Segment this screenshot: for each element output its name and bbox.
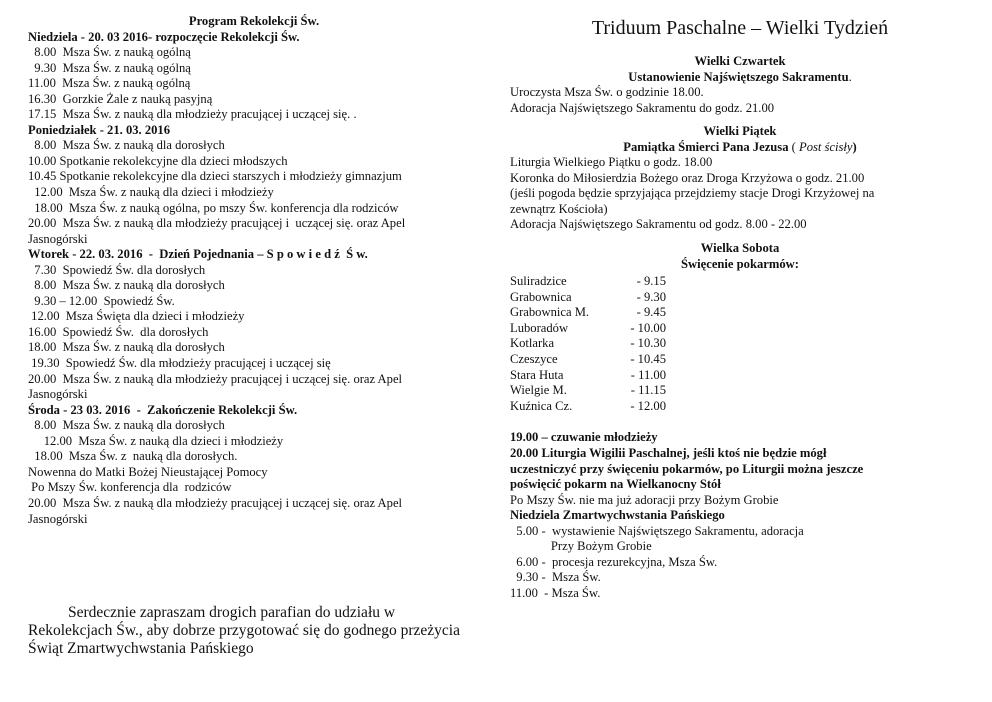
blessing-row [510, 352, 970, 368]
paren-close: ) [852, 139, 857, 154]
schedule-item: 10.00 Spotkanie rekolekcyjne dla dzieci młodszych [28, 153, 288, 168]
schedule-item: 8.00 Msza Św. z nauką dla dorosłych [28, 418, 225, 433]
section-subheading [510, 140, 970, 156]
schedule-item: 18.00 Msza Św. z nauką dla dorosłych. [28, 449, 238, 464]
village-name: Czeszyce [510, 352, 558, 367]
schedule-item: 6.00 - procesja rezurekcyjna, Msza Św. [510, 554, 718, 569]
paren-open: ( [788, 139, 799, 154]
blessing-row [510, 399, 970, 415]
blessing-time: - 10.45 [630, 352, 666, 367]
schedule-item: 8.00 Msza Św. z nauką ogólną [28, 45, 191, 60]
schedule-item: Nowenna do Matki Bożej Nieustającej Pomocy [28, 464, 268, 479]
holy-thursday [510, 54, 970, 116]
village-name: Grabownica [510, 289, 572, 304]
section-line: Uroczysta Msza Św. o godzinie 18.00. [510, 85, 704, 100]
day-header: Poniedziałek - 21. 03. 2016 [28, 122, 171, 137]
blessing-row [510, 368, 970, 384]
easter-vigil: 20.00 Liturgia Wigilii Paschalnej, jeśli ktoś nie będzie mógł uczestniczyć przy święceniu pokarmów, po Liturgii można jeszcze poświęcić pokarm na Wielkanocny Stół [510, 446, 864, 492]
triduum-column [510, 14, 970, 601]
schedule-item: Po Mszy Św. konferencja dla rodziców [28, 480, 232, 495]
day-tuesday [28, 247, 480, 402]
section-heading: Niedziela Zmartwychwstania Pańskiego [510, 508, 725, 523]
program-title: Program Rekolekcji Św. [188, 14, 320, 28]
blessing-row [510, 305, 970, 321]
schedule-item: 8.00 Msza Św. z nauką dla dorosłych [28, 278, 225, 293]
schedule-item: 7.30 Spowiedź Św. dla dorosłych [28, 262, 206, 277]
schedule-item: 19.30 Spowiedź Św. dla młodzieży pracującej i uczącej się [28, 356, 331, 371]
schedule-item: 5.00 - wystawienie Najświętszego Sakramentu, adoracja [510, 523, 804, 538]
schedule-item: 9.30 - Msza Św. [510, 570, 601, 585]
triduum-title: Triduum Paschalne – Wielki Tydzień [591, 17, 889, 39]
schedule-item: 8.00 Msza Św. z nauką dla dorosłych [28, 138, 225, 153]
subheading-text: Ustanowienie Najświętszego Sakramentu [628, 69, 849, 84]
village-name: Stara Huta [510, 367, 564, 382]
subheading-text: Pamiątka Śmierci Pana Jezusa [623, 139, 789, 154]
day-wednesday [28, 403, 480, 527]
schedule-item: Przy Bożym Grobie [510, 539, 652, 554]
section-line: Koronka do Miłosierdzia Bożego oraz Droga Krzyżowa o godz. 21.00 (jeśli pogoda będzie sprzyjająca przejdziemy stacje Drogi Krzyżowej na zewnątrz Kościoła) [510, 170, 875, 216]
village-name: Luboradów [510, 320, 569, 335]
blessing-time: - 9.45 [636, 305, 666, 320]
blessing-time: - 10.00 [630, 320, 666, 335]
blessing-time: - 11.00 [630, 367, 666, 382]
schedule-item: 12.00 Msza Św. z nauką dla dzieci i młodzieży [28, 433, 284, 448]
schedule-item: 11.00 Msza Św. z nauką ogólną [28, 76, 191, 91]
schedule-item: Jasnogórski [28, 387, 88, 402]
village-name: Suliradzice [510, 274, 567, 289]
schedule-item: 18.00 Msza Św. z nauką ogólna, po mszy Św. konferencja dla rodziców [28, 200, 399, 215]
blessing-time: - 12.00 [630, 398, 666, 413]
blessing-time: - 11.15 [630, 383, 666, 398]
blessing-row [510, 336, 970, 352]
schedule-item: 16.30 Gorzkie Żale z nauką pasyjną [28, 91, 213, 106]
youth-vigil: 19.00 – czuwanie młodzieży [510, 430, 658, 445]
section-subheading: Święcenie pokarmów: [681, 256, 799, 271]
blessing-time: - 10.30 [630, 336, 666, 351]
blessing-row [510, 274, 970, 290]
schedule-item: 20.00 Msza Św. z nauką dla młodzieży pracującej i uczącej się. oraz Apel [28, 495, 403, 510]
section-subheading [510, 70, 970, 86]
section-heading: Wielka Sobota [700, 241, 780, 256]
section-line: Adoracja Najświętszego Sakramentu do godz. 21.00 [510, 100, 775, 115]
easter-sunday [510, 508, 970, 601]
schedule-item: 9.30 Msza Św. z nauką ogólną [28, 60, 191, 75]
rekolekcje-column [28, 14, 480, 527]
blessing-time: - 9.15 [636, 274, 666, 289]
section-line: Adoracja Najświętszego Sakramentu od godz. 8.00 - 22.00 [510, 217, 807, 232]
closing-invitation: Serdecznie zapraszam drogich parafian do udziału w Rekolekcjach Św., aby dobrze przygotować się do godnego przeżycia Świąt Zmartwychwstania Pańskiego [28, 604, 460, 657]
schedule-item: 10.45 Spotkanie rekolekcyjne dla dzieci starszych i młodzieży gimnazjum [28, 169, 402, 184]
holy-saturday [510, 241, 970, 508]
schedule-item: 20.00 Msza Św. z nauką dla młodzieży pracującej i uczącej się. oraz Apel [28, 216, 406, 231]
day-sunday [28, 30, 480, 123]
blessing-row [510, 321, 970, 337]
schedule-item: 20.00 Msza Św. z nauką dla młodzieży pracującej i uczącej się. oraz Apel [28, 371, 403, 386]
schedule-item: 17.15 Msza Św. z nauką dla młodzieży pracującej i uczącej się. . [28, 107, 357, 122]
blessing-schedule [510, 274, 970, 414]
subheading-dot: . [848, 69, 852, 84]
section-heading: Wielki Piątek [703, 124, 777, 139]
village-name: Kotlarka [510, 336, 555, 351]
blessing-row [510, 290, 970, 306]
schedule-item: Jasnogórski [28, 511, 88, 526]
village-name: Wielgie M. [510, 383, 567, 398]
schedule-item: 12.00 Msza Święta dla dzieci i młodzieży [28, 309, 245, 324]
blessing-row [510, 383, 970, 399]
schedule-item: 18.00 Msza Św. z nauką dla dorosłych [28, 340, 225, 355]
schedule-item: Jasnogórski [28, 231, 88, 246]
day-header: Środa - 23 03. 2016 - Zakończenie Rekolekcji Św. [28, 402, 298, 417]
village-name: Kuźnica Cz. [510, 398, 573, 413]
blessing-time: - 9.30 [636, 289, 666, 304]
section-heading: Wielki Czwartek [694, 54, 786, 68]
schedule-item: 12.00 Msza Św. z nauką dla dzieci i młodzieży [28, 185, 274, 200]
day-header: Niedziela - 20. 03 2016- rozpoczęcie Rekolekcji Św. [28, 29, 300, 44]
schedule-item: 11.00 - Msza Św. [510, 585, 601, 600]
schedule-item: 16.00 Spowiedź Św. dla dorosłych [28, 324, 209, 339]
no-adoration-note: Po Mszy Św. nie ma już adoracji przy Bożym Grobie [510, 492, 779, 507]
day-monday [28, 123, 480, 247]
village-name: Grabownica M. [510, 305, 590, 320]
good-friday [510, 124, 970, 233]
schedule-item: 9.30 – 12.00 Spowiedź Św. [28, 293, 175, 308]
section-line: Liturgia Wielkiego Piątku o godz. 18.00 [510, 155, 713, 170]
fast-note: Post ścisły [799, 139, 853, 154]
day-header: Wtorek - 22. 03. 2016 - Dzień Pojednania – S p o w i e d ź Ś w. [28, 247, 368, 262]
